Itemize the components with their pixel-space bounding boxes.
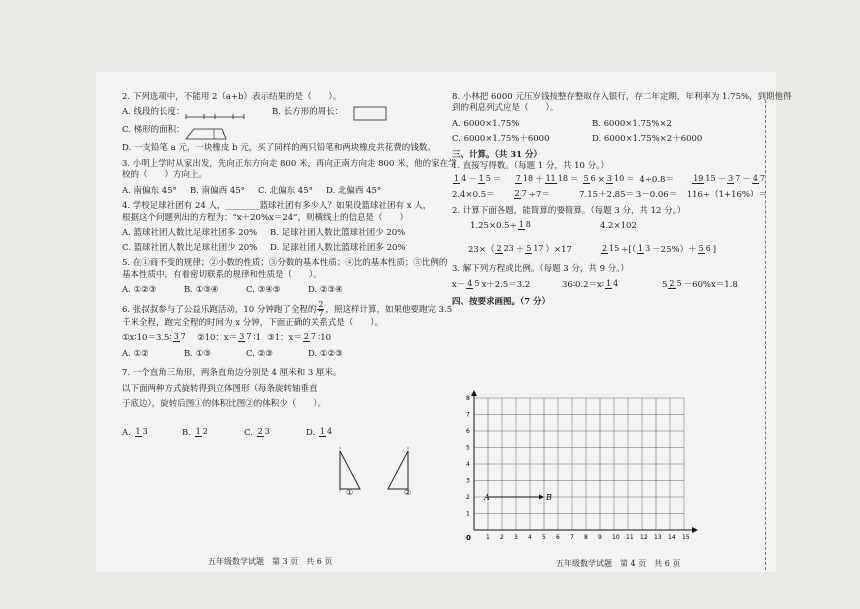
q6-eq1: ①x∶10＝3.5∶ 3 7 <box>122 332 186 344</box>
calc-row-2 <box>452 190 767 201</box>
y-tick-label: 4 <box>466 461 470 468</box>
q8-option-a: A. 6000×1.75% <box>452 118 520 129</box>
right-page <box>452 92 792 309</box>
calc-1d: 4÷0.8＝ <box>639 174 674 185</box>
q5-option-b: B. ①③④ <box>184 285 219 296</box>
segment-ab-arrow <box>539 495 544 500</box>
q6-option-b: B. ①③ <box>184 348 211 359</box>
coordinate-grid <box>460 390 700 542</box>
q3-option-b: B. 南偏西 45° <box>190 185 245 196</box>
calc-row-1 <box>452 175 767 186</box>
grid-lines <box>474 398 684 530</box>
q8-line1: 8. 小林把 6000 元压岁钱按整存整取存入银行，存二年定期，年利率为 1.75%，到期他得 <box>452 92 792 102</box>
q4-option-d: D. 足球社团人数比篮球社团多 20% <box>270 242 406 253</box>
calc-2a: 2.4×0.5＝ <box>452 190 495 201</box>
section-3-q1-title: 1. 直接写得数。（每题 1 分，共 10 分。） <box>452 161 609 172</box>
q3-options <box>122 186 440 197</box>
simplify-row-2 <box>452 245 767 256</box>
calc-2d: 3－0.06＝ <box>635 190 678 201</box>
x-tick-label: 1 <box>486 534 490 541</box>
simplify-a: 1.25×0.5÷ 1 8 <box>470 220 531 232</box>
q2-rectangle-figure <box>344 101 404 123</box>
y-tick-label: 2 <box>466 494 470 501</box>
section-3-q3-title: 3. 解下列方程或比例。（每题 3 分，共 9 分。） <box>452 264 629 275</box>
q8-line2: 到的利息列式应是（ ）。 <box>452 103 559 114</box>
q6-line1-a: 6. 张叔叔参与了公益乐跑活动，10 分钟跑了全程的 <box>122 304 317 315</box>
q4-option-a: A. 篮球社团人数比足球社团多 20% <box>122 228 258 239</box>
origin-label: 0 <box>466 534 471 542</box>
left-page <box>122 92 457 440</box>
q2-trapezoid-figure <box>182 125 242 141</box>
q3-option-d: D. 北偏西 45° <box>326 185 382 196</box>
calc-2e: 116÷（1+16%）＝ <box>686 190 767 201</box>
q2-option-d: D. 一支铅笔 a 元，一块橡皮 b 元，买了同样的两只铅笔和两块橡皮共花费的钱数。 <box>122 143 436 154</box>
q6-eq3: ③1：x＝ 2 7 ∶10 <box>267 332 332 344</box>
q7-figure1-label: ① <box>346 488 354 497</box>
simplify-row-1 <box>452 221 767 232</box>
x-tick-label: 5 <box>542 534 546 541</box>
q6-line1-b: ，照这样计算，如果他要跑完 3.5 <box>325 304 453 315</box>
q5-line1: 5. 在①商不变的规律；②小数的性质；③分数的基本性质；④比的基本性质；⑤比例的 <box>122 258 448 269</box>
y-tick-label: 5 <box>466 444 470 452</box>
q4-options-cd <box>122 243 440 254</box>
q5-line2: 基本性质中，有着密切联系的规律和性质是（ ）。 <box>122 269 322 280</box>
x-tick-label: 3 <box>514 534 518 541</box>
q4-line1: 4. 学校足球社团有 24 人，________篮球社团有多少人？如果设篮球社团有 x 人， <box>122 201 432 212</box>
q4-option-c: C. 篮球社团人数比足球社团少 20% <box>122 242 258 253</box>
q7-line2: 以下面两种方式旋转得到立体图形（每条旋转轴垂直 <box>122 383 318 394</box>
simplify-c: 23×（ 2 23 ＋ 5 17 ）×17 <box>468 243 572 255</box>
simplify-b: 4.2×102 <box>600 221 637 232</box>
q3-line2: 校的（ ）方向上。 <box>122 170 208 181</box>
q6-eq2: ②10：x＝ 3 7 ∶1 <box>197 332 262 344</box>
section-4-title: 四、按要求画图。（7 分） <box>452 297 551 308</box>
q5-option-c: C. ③④⑤ <box>246 285 281 296</box>
x-tick-label: 6 <box>556 534 560 541</box>
x-tick-label: 4 <box>528 534 532 541</box>
x-tick-label: 10 <box>612 534 620 541</box>
q8-options-ab <box>452 119 767 130</box>
left-page-footer: 五年级数学试题 第 3 页 共 6 页 <box>208 557 333 566</box>
q4-options-ab <box>122 228 440 239</box>
x-tick-label: 8 <box>584 534 588 541</box>
q2-stem: 2. 下列选项中，不能用 2（a+b）表示结果的是（ ）。 <box>122 92 342 102</box>
q7-option-a: A. 1 3 <box>122 427 148 439</box>
q4-option-b: B. 足球社团人数比篮球社团少 20% <box>270 228 406 239</box>
equation-row <box>452 280 767 291</box>
y-tick-label: 1 <box>466 510 470 518</box>
equation-c: 5 2 5 －60%x＝1.8 <box>662 278 738 290</box>
q2-options-ab <box>122 107 440 123</box>
q2-option-b: B. 长方形的周长： <box>272 107 344 118</box>
calc-1c: 5 6 × 3 10 ＝ <box>583 173 635 185</box>
equation-b: 36∶0.2＝x∶ 1 4 <box>562 278 619 290</box>
q7-line3: 于底边），旋转后图①的体积比图②的体积少（ ）。 <box>122 398 327 409</box>
section-3-q2-title: 2. 计算下面各题，能简算的要简算。（每题 3 分，共 12 分。） <box>452 205 686 216</box>
q7-option-c: C. 2 3 <box>244 427 270 439</box>
q6-option-d: D. ①②③ <box>308 348 343 359</box>
x-axis-arrow <box>692 527 698 533</box>
y-tick-label: 8 <box>466 395 470 402</box>
q6-line1 <box>122 299 453 318</box>
q6-equations <box>122 333 440 344</box>
q6-options <box>122 349 440 360</box>
q3-option-c: C. 北偏东 45° <box>258 185 313 196</box>
q8-option-d: D. 6000×1.75%×2＋6000 <box>592 134 703 145</box>
q4-line2: 根据这个问题列出的方程为：“x＋20%x＝24”，则横线上的信息是（ ） <box>122 212 408 223</box>
simplify-d: 2 15 ÷[（ 1 3 －25%）＋ 5 6 ] <box>602 243 717 255</box>
q2-option-a: A. 线段的长度： <box>122 107 185 118</box>
q2-option-c-row <box>122 125 440 141</box>
q3-line1: 3. 小明上学时从家出发，先向正东方向走 800 米，再向正南方向走 800 米，他的家在学 <box>122 158 457 169</box>
x-tick-label: 14 <box>668 534 676 541</box>
calc-2c: 7.15＋2.85＝ <box>579 190 634 201</box>
q2-segment-figure <box>182 107 252 121</box>
q6-fraction: $\frac{2}{7}$ <box>318 299 324 318</box>
q3-option-a: A. 南偏东 45° <box>122 185 177 196</box>
point-b-label: B <box>546 493 552 502</box>
q7-option-b: B. 1 2 <box>182 427 208 439</box>
q6-option-a: A. ①② <box>122 348 149 359</box>
calc-2b: 2 7 ÷7＝ <box>514 189 550 201</box>
q8-option-b: B. 6000×1.75%×2 <box>592 118 672 129</box>
point-a-label: A <box>484 493 490 502</box>
q5-option-a: A. ①②③ <box>122 285 157 296</box>
q2-option-c: C. 梯形的面积： <box>122 125 185 136</box>
calc-1e: 19 15 － 3 7 － 4 7 <box>693 173 765 185</box>
calc-1a: 1 4 － 1 5 ＝ <box>454 173 502 185</box>
q6-option-c: C. ②③ <box>246 348 273 359</box>
q5-options <box>122 285 440 296</box>
q7-figure2-label: ② <box>404 488 412 497</box>
x-tick-label: 11 <box>626 534 634 541</box>
calc-1b: 7 18 ＋ 11 18 ＝ <box>515 173 579 185</box>
section-3-title: 三、计算。（共 31 分） <box>452 149 542 160</box>
x-tick-label: 12 <box>640 534 648 541</box>
q8-option-c: C. 6000×1.75%＋6000 <box>452 134 550 145</box>
q7-line1: 7. 一个直角三角形，两条直角边分别是 4 厘米和 3 厘米。 <box>122 368 342 379</box>
q8-options-cd <box>452 134 767 145</box>
q5-option-d: D. ②③④ <box>308 285 343 296</box>
right-page-footer: 五年级数学试题 第 4 页 共 6 页 <box>556 559 681 568</box>
x-tick-label: 13 <box>654 534 662 541</box>
q7-option-d: D. 1 4 <box>306 427 333 439</box>
q6-line2: 千米全程，跑完全程的时间为 x 分钟，下面正确的关系式是（ ）。 <box>122 317 383 328</box>
x-tick-label: 2 <box>500 534 504 541</box>
q7-options <box>122 428 440 439</box>
y-tick-label: 6 <box>466 428 470 435</box>
y-axis-arrow <box>471 390 477 396</box>
y-tick-label: 7 <box>466 411 470 419</box>
x-tick-label: 7 <box>570 534 574 541</box>
x-tick-label: 9 <box>598 534 602 541</box>
equation-a: x－ 4 5 x＋2.5＝3.2 <box>452 278 531 290</box>
x-tick-label: 15 <box>682 534 690 541</box>
y-tick-label: 3 <box>466 477 470 485</box>
